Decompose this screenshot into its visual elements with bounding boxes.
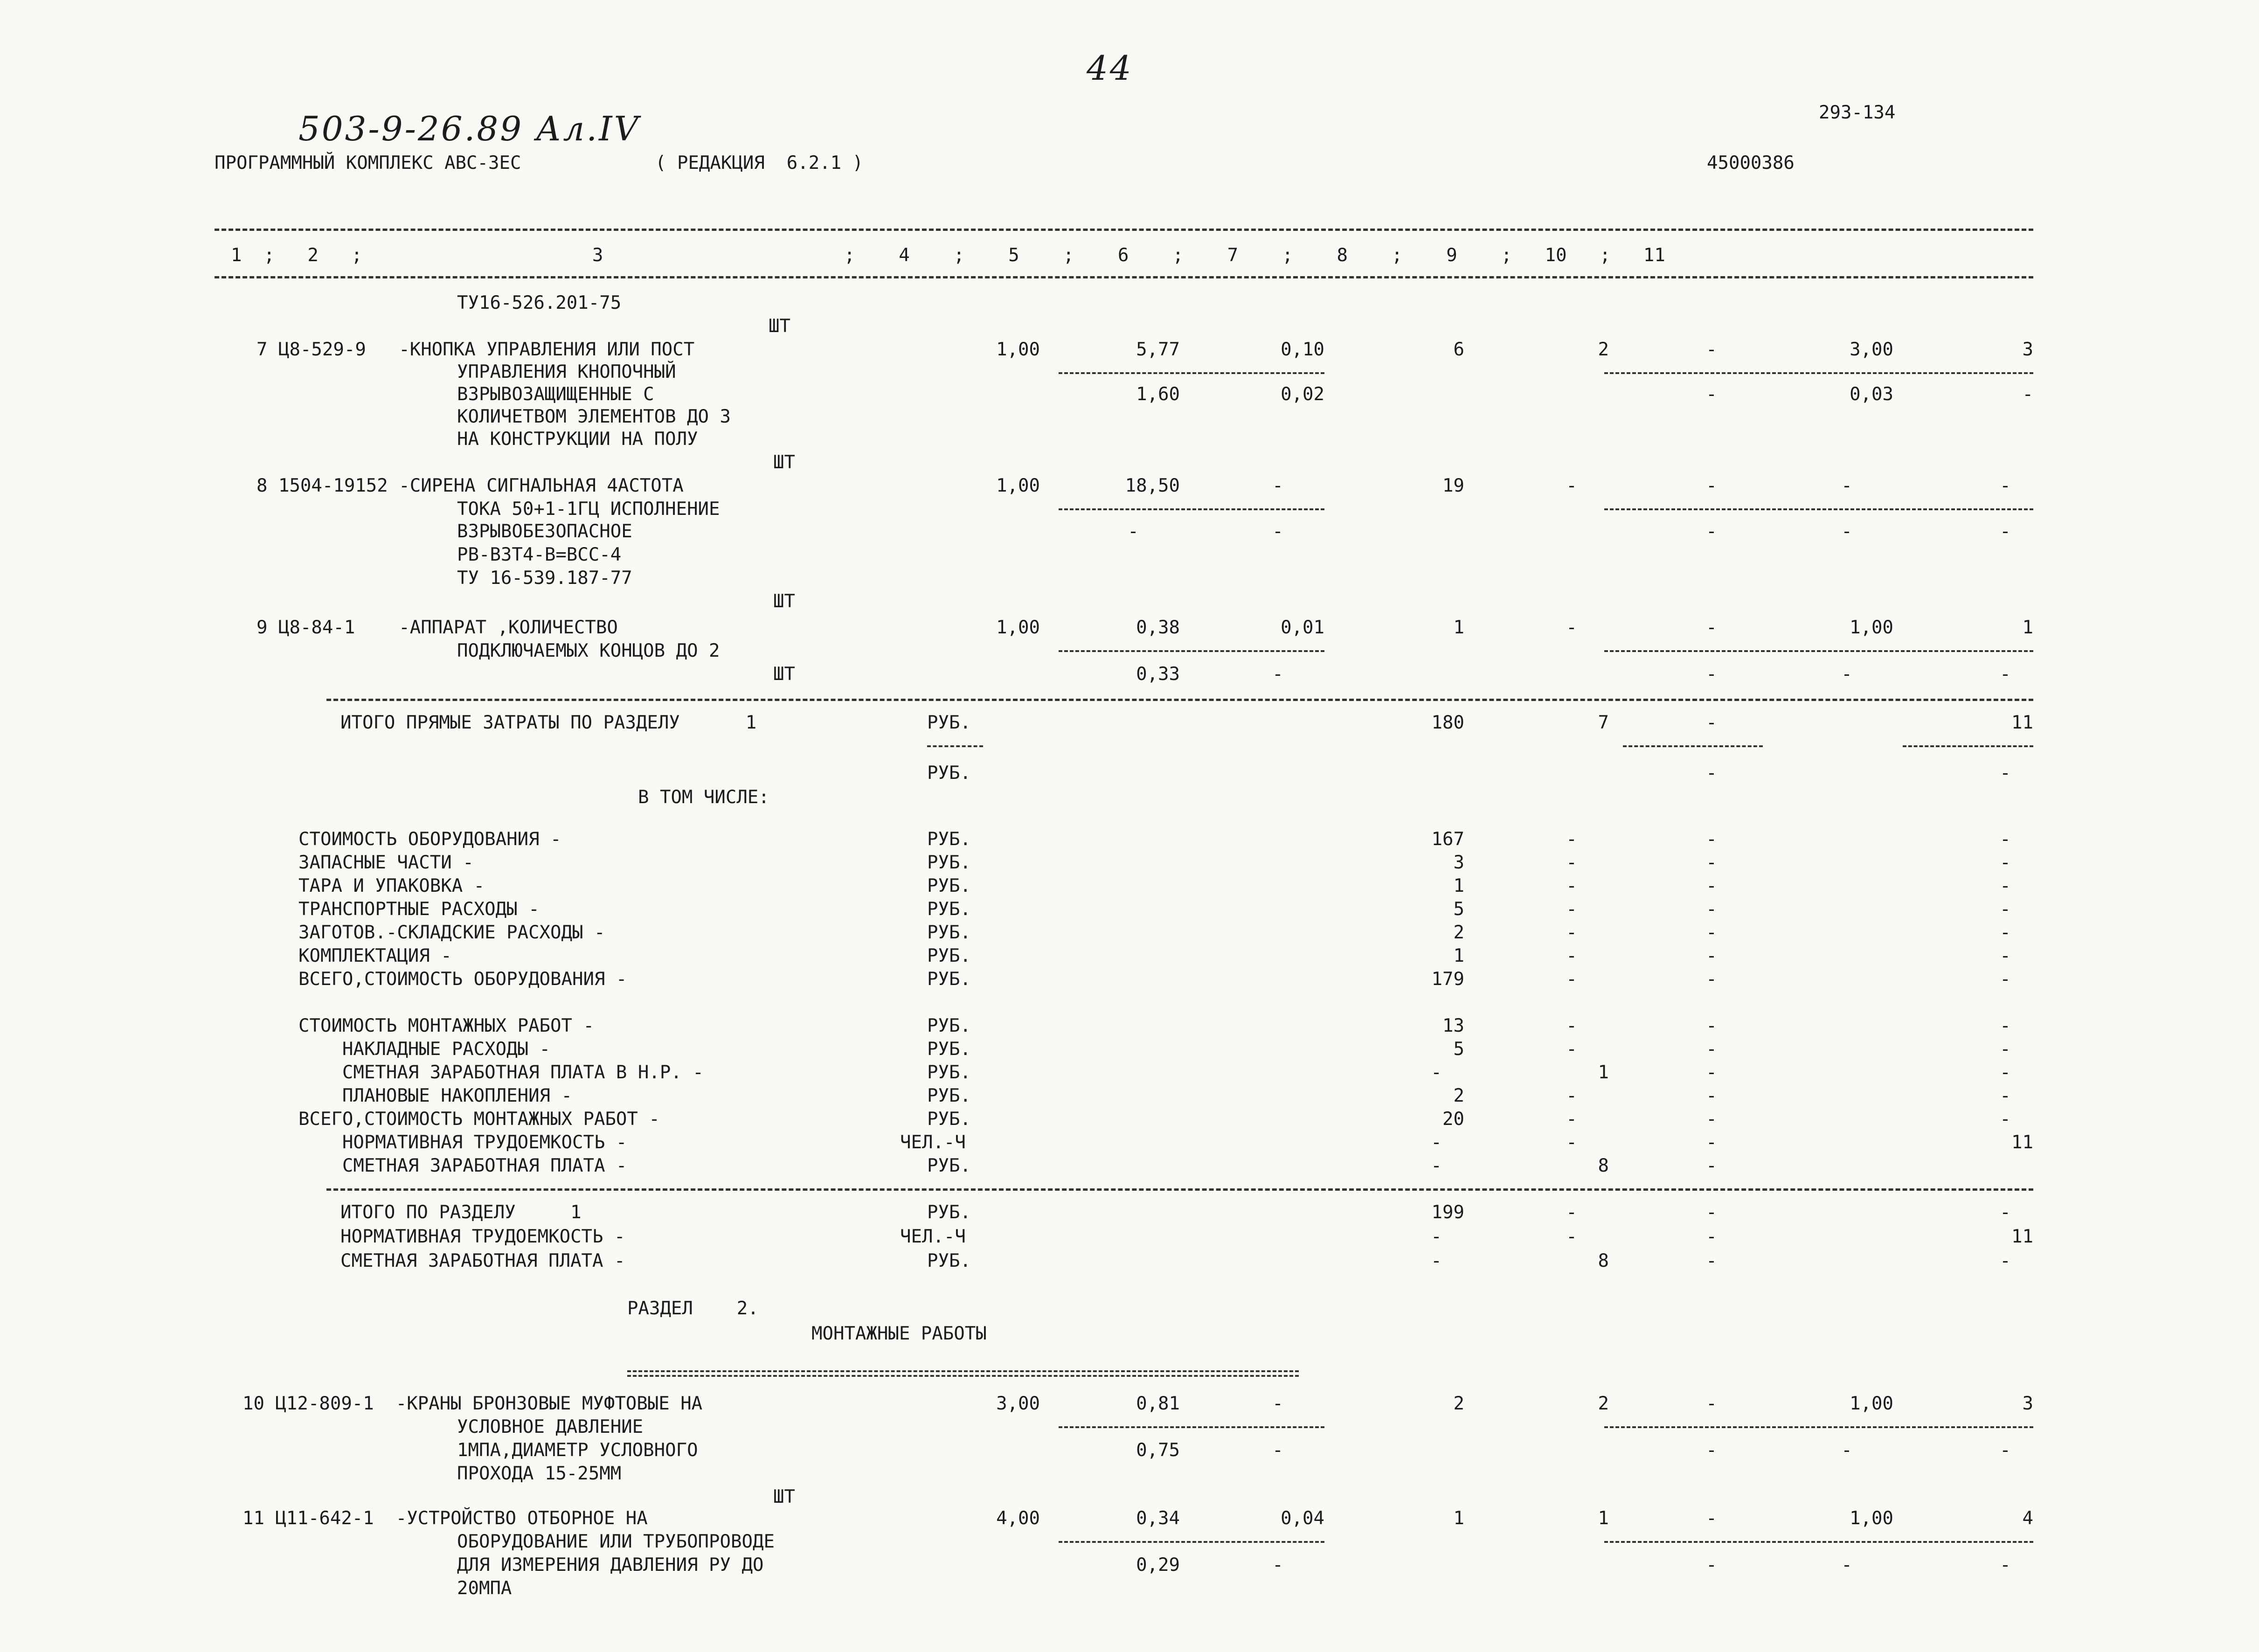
item8-c11b: - [2000, 521, 2011, 542]
item9-c10b: - [1841, 664, 1852, 685]
list-item: СМЕТНАЯ ЗАРАБОТНАЯ ПЛАТА В Н.Р. - [298, 1062, 704, 1083]
list-item-c11: - [2000, 899, 2011, 920]
item7-c5b: 1,60 [1136, 384, 1180, 405]
item7-title: 7 Ц8-529-9 -КНОПКА УПРАВЛЕНИЯ ИЛИ ПОСТ [256, 339, 695, 360]
list-item: ТРАНСПОРТНЫЕ РАСХОДЫ - [298, 899, 540, 920]
list-item-c11: - [2000, 1109, 2011, 1130]
item7-desc: НА КОНСТРУКЦИИ НА ПОЛУ [457, 429, 698, 450]
item11-desc: ОБОРУДОВАНИЕ ИЛИ ТРУБОПРОВОДЕ [457, 1531, 775, 1552]
list-item-c11: - [2000, 852, 2011, 873]
list-item-c7: - [1431, 1226, 1442, 1247]
list-item-c8: - [1566, 852, 1577, 873]
section1-total-rule [326, 1188, 2033, 1191]
list-item-c8: - [1566, 922, 1577, 943]
list-item-unit: РУБ. [927, 1039, 971, 1060]
item11-c9b: - [1706, 1555, 1717, 1576]
list-item-c8: 8 [1598, 1155, 1609, 1176]
item8-c11: - [2000, 475, 2011, 496]
page-number: 44 [1087, 49, 1133, 88]
list-item-unit: ЧЕЛ.-Ч [900, 1132, 966, 1153]
item11-c8: 1 [1598, 1508, 1609, 1529]
list-item-c7: 5 [1453, 1039, 1464, 1060]
item8-desc: РВ-ВЗТ4-В=ВСС-4 [457, 544, 622, 565]
table-top-rule [215, 229, 2033, 231]
list-item-c9: - [1706, 1250, 1717, 1271]
item11-c7: 1 [1453, 1508, 1464, 1529]
item11-desc: ДЛЯ ИЗМЕРЕНИЯ ДАВЛЕНИЯ РУ ДО [457, 1555, 764, 1576]
total-direct-c9b: - [1706, 763, 1717, 784]
item9-c5: 0,38 [1136, 617, 1180, 638]
list-item-unit: РУБ. [927, 1062, 971, 1083]
item9-quantity: 1,00 [996, 617, 1040, 638]
item8-c9: - [1706, 475, 1717, 496]
list-item-c11: - [2000, 1085, 2011, 1106]
list-item-c11: - [2000, 829, 2011, 850]
list-item-c11: - [2000, 875, 2011, 896]
total-direct-c8: 7 [1598, 712, 1609, 733]
total-direct-unit2: РУБ. [927, 763, 971, 784]
item9-c8: - [1566, 617, 1577, 638]
item7-c9b: - [1706, 384, 1717, 405]
item7-underline-9-11 [1604, 372, 2033, 374]
table-header-rule [215, 276, 2033, 278]
item9-c10: 1,00 [1850, 617, 1893, 638]
column-header-row: 1 ; 2 ; 3 ; 4 ; 5 ; 6 ; 7 ; 8 ; 9 ; 10 ; 11 [231, 245, 1665, 266]
item9-c6b: - [1272, 664, 1283, 685]
item7-c5: 5,77 [1136, 339, 1180, 360]
list-item-c7: 1 [1453, 945, 1464, 966]
list-item-unit: РУБ. [927, 875, 971, 896]
item7-quantity: 1,00 [996, 339, 1040, 360]
list-item: НОРМАТИВНАЯ ТРУДОЕМКОСТЬ - [340, 1226, 625, 1247]
list-item-c9: - [1706, 852, 1717, 873]
list-item-c7: - [1431, 1132, 1442, 1153]
list-item-unit: РУБ. [927, 1202, 971, 1223]
list-item-c8: - [1566, 875, 1577, 896]
item10-c5: 0,81 [1136, 1393, 1180, 1414]
list-item-c9: - [1706, 1109, 1717, 1130]
list-item-unit: РУБ. [927, 1015, 971, 1036]
total-direct-underline-11 [1903, 745, 2033, 747]
list-item-c9: - [1706, 1132, 1717, 1153]
list-item-c7: 5 [1453, 899, 1464, 920]
item10-quantity: 3,00 [996, 1393, 1040, 1414]
item9-unit: ШТ [773, 664, 795, 685]
list-item: ЗАГОТОВ.-СКЛАДСКИЕ РАСХОДЫ - [298, 922, 605, 943]
item8-underline-9-11 [1604, 508, 2033, 510]
document-code: 503-9-26.89 Ал.IV [298, 109, 640, 148]
list-item-c9: - [1706, 875, 1717, 896]
list-item-c9: - [1706, 899, 1717, 920]
item11-quantity: 4,00 [996, 1508, 1040, 1529]
item7-desc: ВЗРЫВОЗАЩИЩЕННЫЕ С [457, 384, 654, 405]
list-item-c9: - [1706, 945, 1717, 966]
list-item: ПЛАНОВЫЕ НАКОПЛЕНИЯ - [298, 1085, 572, 1106]
item8-desc: ТОКА 50+1-1ГЦ ИСПОЛНЕНИЕ [457, 499, 720, 520]
list-item-unit: РУБ. [927, 829, 971, 850]
list-item: СМЕТНАЯ ЗАРАБОТНАЯ ПЛАТА - [340, 1250, 625, 1271]
item7-c11b: - [2022, 384, 2033, 405]
list-item: ВСЕГО,СТОИМОСТЬ ОБОРУДОВАНИЯ - [298, 969, 627, 990]
item9-c6: 0,01 [1281, 617, 1324, 638]
list-item-c11: 11 [2011, 1132, 2033, 1153]
item9-c9b: - [1706, 664, 1717, 685]
item8-c6: - [1272, 475, 1283, 496]
list-item-c7: - [1431, 1250, 1442, 1271]
list-item-unit: РУБ. [927, 1155, 971, 1176]
item9-c11: 1 [2022, 617, 2033, 638]
program-edition: ( РЕДАКЦИЯ 6.2.1 ) [655, 153, 864, 174]
item10-underline-9-11 [1604, 1426, 2033, 1428]
item7-c9: - [1706, 339, 1717, 360]
list-item-c7: 2 [1453, 1085, 1464, 1106]
item11-c6: 0,04 [1281, 1508, 1324, 1529]
list-item: ИТОГО ПО РАЗДЕЛУ 1 [340, 1202, 582, 1223]
item11-title: 11 Ц11-642-1 -УСТРОЙСТВО ОТБОРНОЕ НА [243, 1508, 648, 1529]
list-item-unit: РУБ. [927, 1109, 971, 1130]
list-item-c9: - [1706, 969, 1717, 990]
item11-c10: 1,00 [1850, 1508, 1893, 1529]
list-item: СМЕТНАЯ ЗАРАБОТНАЯ ПЛАТА - [298, 1155, 627, 1176]
list-item: КОМПЛЕКТАЦИЯ - [298, 945, 452, 966]
item11-c10b: - [1841, 1555, 1852, 1576]
list-item-c11: - [2000, 945, 2011, 966]
item10-c9b: - [1706, 1440, 1717, 1461]
list-item-c11: - [2000, 1062, 2011, 1083]
item10-c11: 3 [2022, 1393, 2033, 1414]
item9-c11b: - [2000, 664, 2011, 685]
item7-c6: 0,10 [1281, 339, 1324, 360]
list-item-c8: - [1566, 829, 1577, 850]
list-item-c11: - [2000, 922, 2011, 943]
item7-c8: 2 [1598, 339, 1609, 360]
list-item: ТАРА И УПАКОВКА - [298, 875, 485, 896]
item11-c11: 4 [2022, 1508, 2033, 1529]
item9-underline-5-6 [1059, 650, 1324, 652]
item8-c10b: - [1841, 521, 1852, 542]
list-item-c7: - [1431, 1062, 1442, 1083]
item10-c11b: - [2000, 1440, 2011, 1461]
list-item-c11: - [2000, 1015, 2011, 1036]
item10-c5b: 0,75 [1136, 1440, 1180, 1461]
section2-label: РАЗДЕЛ 2. [627, 1298, 759, 1319]
item8-c5b: - [1128, 521, 1139, 542]
list-item: СТОИМОСТЬ МОНТАЖНЫХ РАБОТ - [298, 1015, 594, 1036]
list-item-c11: - [2000, 1039, 2011, 1060]
list-item-c7: 20 [1442, 1109, 1464, 1130]
list-item-c7: 199 [1431, 1202, 1464, 1223]
list-item-c9: - [1706, 1039, 1717, 1060]
list-item-c9: - [1706, 829, 1717, 850]
list-item-c11: - [2000, 1202, 2011, 1223]
item9-c7: 1 [1453, 617, 1464, 638]
item11-underline-5-6 [1059, 1541, 1324, 1543]
item9-desc: ПОДКЛЮЧАЕМЫХ КОНЦОВ ДО 2 [457, 640, 720, 661]
list-item-c9: - [1706, 1155, 1717, 1176]
item11-c11b: - [2000, 1555, 2011, 1576]
list-item-c9: - [1706, 922, 1717, 943]
item10-c7: 2 [1453, 1393, 1464, 1414]
sheet-code: 293-134 [1819, 102, 1896, 123]
list-item-c9: - [1706, 1226, 1717, 1247]
item11-c5: 0,34 [1136, 1508, 1180, 1529]
section2-title: МОНТАЖНЫЕ РАБОТЫ [811, 1323, 987, 1344]
item8-c5: 18,50 [1125, 475, 1180, 496]
item7-desc: КОЛИЧЕТВОМ ЭЛЕМЕНТОВ ДО 3 [457, 406, 731, 427]
item7-underline-5-6 [1059, 372, 1324, 374]
item7-c10b: 0,03 [1850, 384, 1893, 405]
item10-c9: - [1706, 1393, 1717, 1414]
item9-c5b: 0,33 [1136, 664, 1180, 685]
including-label: В ТОМ ЧИСЛЕ: [638, 787, 769, 808]
list-item: НОРМАТИВНАЯ ТРУДОЕМКОСТЬ - [298, 1132, 627, 1153]
list-item-c9: - [1706, 1202, 1717, 1223]
list-item-c7: - [1431, 1155, 1442, 1176]
total-direct-c11b: - [2000, 763, 2011, 784]
item10-unit: ШТ [773, 1486, 795, 1507]
list-item-c8: - [1566, 1132, 1577, 1153]
item10-desc: ПРОХОДА 15-25ММ [457, 1463, 622, 1484]
total-direct-c11: 11 [2011, 712, 2033, 733]
list-item-c8: - [1566, 1085, 1577, 1106]
item7-c7: 6 [1453, 339, 1464, 360]
item11-c9: - [1706, 1508, 1717, 1529]
item10-c6b: - [1272, 1440, 1283, 1461]
list-item-c8: - [1566, 1109, 1577, 1130]
item7-unit: ШТ [773, 452, 795, 473]
item9-title: 9 Ц8-84-1 -АППАРАТ ,КОЛИЧЕСТВО [256, 617, 618, 638]
item8-c8: - [1566, 475, 1577, 496]
list-item-c7: 2 [1453, 922, 1464, 943]
list-item-c8: - [1566, 1226, 1577, 1247]
item8-desc: ВЗРЫВОБЕЗОПАСНОЕ [457, 521, 632, 542]
item10-underline-5-6 [1059, 1426, 1324, 1428]
list-item: ЗАПАСНЫЕ ЧАСТИ - [298, 852, 474, 873]
list-item-c8: 8 [1598, 1250, 1609, 1271]
item8-c9b: - [1706, 521, 1717, 542]
item7-c10: 3,00 [1850, 339, 1893, 360]
list-item-c8: - [1566, 1202, 1577, 1223]
list-item-unit: РУБ. [927, 945, 971, 966]
item9-underline-9-11 [1604, 650, 2033, 652]
item10-desc: 1МПА,ДИАМЕТР УСЛОВНОГО [457, 1440, 698, 1461]
item8-title: 8 1504-19152 -СИРЕНА СИГНАЛЬНАЯ 4АСТОТА [256, 475, 684, 496]
list-item-c7: 167 [1431, 829, 1464, 850]
list-item-unit: РУБ. [927, 852, 971, 873]
total-direct-c7: 180 [1431, 712, 1464, 733]
item10-title: 10 Ц12-809-1 -КРАНЫ БРОНЗОВЫЕ МУФТОВЫЕ НА [243, 1393, 703, 1414]
list-item-unit: РУБ. [927, 1250, 971, 1271]
item8-c10: - [1841, 475, 1852, 496]
item10-desc: УСЛОВНОЕ ДАВЛЕНИЕ [457, 1416, 644, 1437]
item11-c6b: - [1272, 1555, 1283, 1576]
item7-desc: УПРАВЛЕНИЯ КНОПОЧНЫЙ [457, 361, 676, 382]
total-direct-label: ИТОГО ПРЯМЫЕ ЗАТРАТЫ ПО РАЗДЕЛУ 1 [340, 712, 757, 733]
list-item-c8: - [1566, 969, 1577, 990]
list-item-unit: РУБ. [927, 1085, 971, 1106]
list-item-unit: РУБ. [927, 969, 971, 990]
list-item-c7: 1 [1453, 875, 1464, 896]
item10-c10b: - [1841, 1440, 1852, 1461]
item11-desc: 20МПА [457, 1578, 512, 1599]
item10-c8: 2 [1598, 1393, 1609, 1414]
item8-desc: ТУ 16-539.187-77 [457, 568, 632, 589]
list-item-c7: 3 [1453, 852, 1464, 873]
item8-underline-5-6 [1059, 508, 1324, 510]
item10-c6: - [1272, 1393, 1283, 1414]
list-item-c9: - [1706, 1062, 1717, 1083]
list-item-c8: 1 [1598, 1062, 1609, 1083]
list-item-unit: РУБ. [927, 922, 971, 943]
list-item: НАКЛАДНЫЕ РАСХОДЫ - [298, 1039, 551, 1060]
list-item-c9: - [1706, 1085, 1717, 1106]
item7-c6b: 0,02 [1281, 384, 1324, 405]
program-name: ПРОГРАММНЫЙ КОМПЛЕКС АВС-3ЕС [215, 153, 521, 174]
item11-c5b: 0,29 [1136, 1555, 1180, 1576]
section2-title-underline [627, 1370, 1299, 1372]
item8-unit: ШТ [773, 591, 795, 612]
total-direct-unit-underline [927, 745, 983, 747]
item11-underline-9-11 [1604, 1541, 2033, 1543]
list-item-c8: - [1566, 1039, 1577, 1060]
total-direct-c9: - [1706, 712, 1717, 733]
document-number: 45000386 [1707, 153, 1795, 174]
item8-quantity: 1,00 [996, 475, 1040, 496]
list-item: ВСЕГО,СТОИМОСТЬ МОНТАЖНЫХ РАБОТ - [298, 1109, 660, 1130]
total-direct-underline-9 [1623, 745, 1763, 747]
prev-item-unit: ШТ [769, 316, 790, 337]
list-item: СТОИМОСТЬ ОБОРУДОВАНИЯ - [298, 829, 561, 850]
total-direct-unit: РУБ. [927, 712, 971, 733]
item7-c11: 3 [2022, 339, 2033, 360]
list-item-c8: - [1566, 1015, 1577, 1036]
list-item-unit: РУБ. [927, 899, 971, 920]
list-item-c7: 179 [1431, 969, 1464, 990]
prev-item-tail: ТУ16-526.201-75 [457, 292, 622, 313]
item9-c9: - [1706, 617, 1717, 638]
list-item-c11: - [2000, 969, 2011, 990]
list-item-c8: - [1566, 899, 1577, 920]
section1-subtotal-rule [326, 699, 2033, 701]
list-item-c8: - [1566, 945, 1577, 966]
list-item-c7: 13 [1442, 1015, 1464, 1036]
list-item-c11: 11 [2011, 1226, 2033, 1247]
list-item-c9: - [1706, 1015, 1717, 1036]
item10-c10: 1,00 [1850, 1393, 1893, 1414]
list-item-unit: ЧЕЛ.-Ч [900, 1226, 966, 1247]
item8-c7: 19 [1442, 475, 1464, 496]
list-item-c11: - [2000, 1250, 2011, 1271]
item8-c6b: - [1272, 521, 1283, 542]
